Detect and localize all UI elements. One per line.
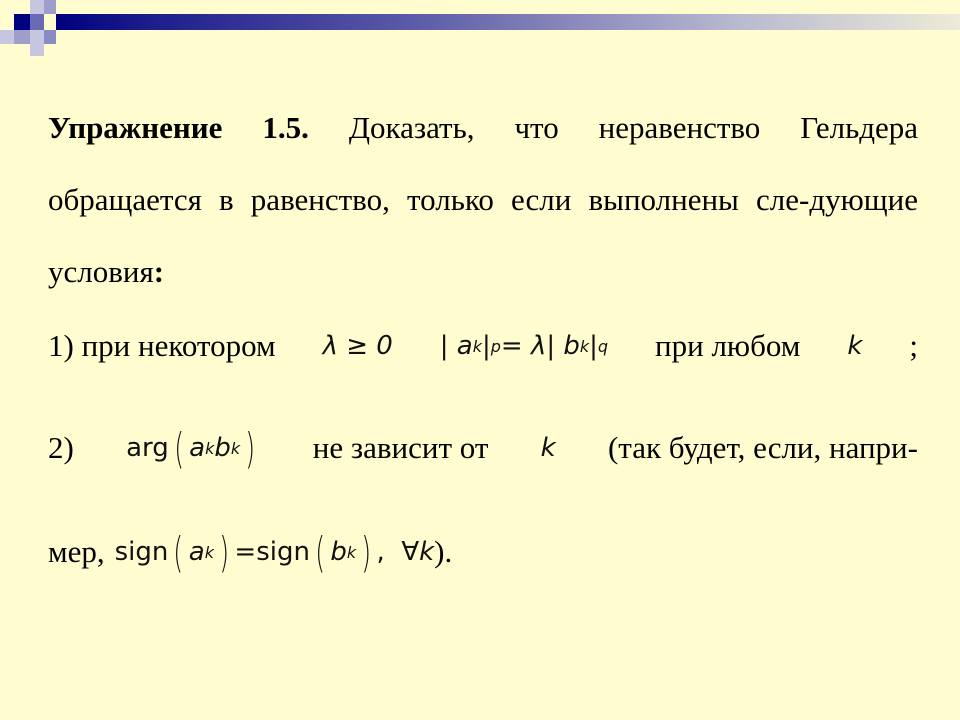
exercise-colon: : xyxy=(153,254,165,289)
condition-3-start: мер, xyxy=(48,534,105,569)
condition-2-mid: не зависит от xyxy=(312,430,489,465)
condition-3 xyxy=(48,522,918,582)
deco-square xyxy=(0,30,14,44)
condition-1 xyxy=(48,316,918,376)
arg-formula: arg ( a k b k ) xyxy=(126,423,256,473)
condition-1-end: ; xyxy=(909,328,918,363)
corner-decoration xyxy=(0,0,80,60)
slide-content xyxy=(48,92,918,582)
exercise-intro: Доказать, что неравенство Гельдера обращается в равенство, только если выполнены сле-дующие условия xyxy=(48,110,919,289)
deco-square xyxy=(14,30,30,44)
condition-3-end: ). xyxy=(434,534,453,569)
condition-2-label: 2) xyxy=(48,430,74,465)
index-k: k xyxy=(847,331,863,361)
condition-2-tail: (так будет, если, напри- xyxy=(607,430,918,465)
deco-square xyxy=(30,0,44,14)
condition-1-mid: при любом xyxy=(655,328,801,363)
sign-formula: sign ( a k ) = sign ( b k ) , ∀ k xyxy=(114,527,435,577)
exercise-statement xyxy=(48,92,918,308)
condition-2 xyxy=(48,418,918,478)
deco-square xyxy=(30,30,44,44)
deco-square xyxy=(44,0,56,14)
lambda-condition: λ ≥ 0 xyxy=(322,331,393,361)
deco-square xyxy=(30,14,44,30)
deco-square xyxy=(44,30,56,44)
equality-formula: | a k | p = λ| b k | q xyxy=(439,331,609,361)
exercise-heading: Упражнение 1.5. xyxy=(48,110,309,145)
header-band xyxy=(56,14,960,30)
condition-1-label: 1) при некотором xyxy=(48,328,276,363)
deco-square xyxy=(14,14,30,30)
index-k: k xyxy=(540,433,556,463)
deco-square xyxy=(30,44,44,56)
